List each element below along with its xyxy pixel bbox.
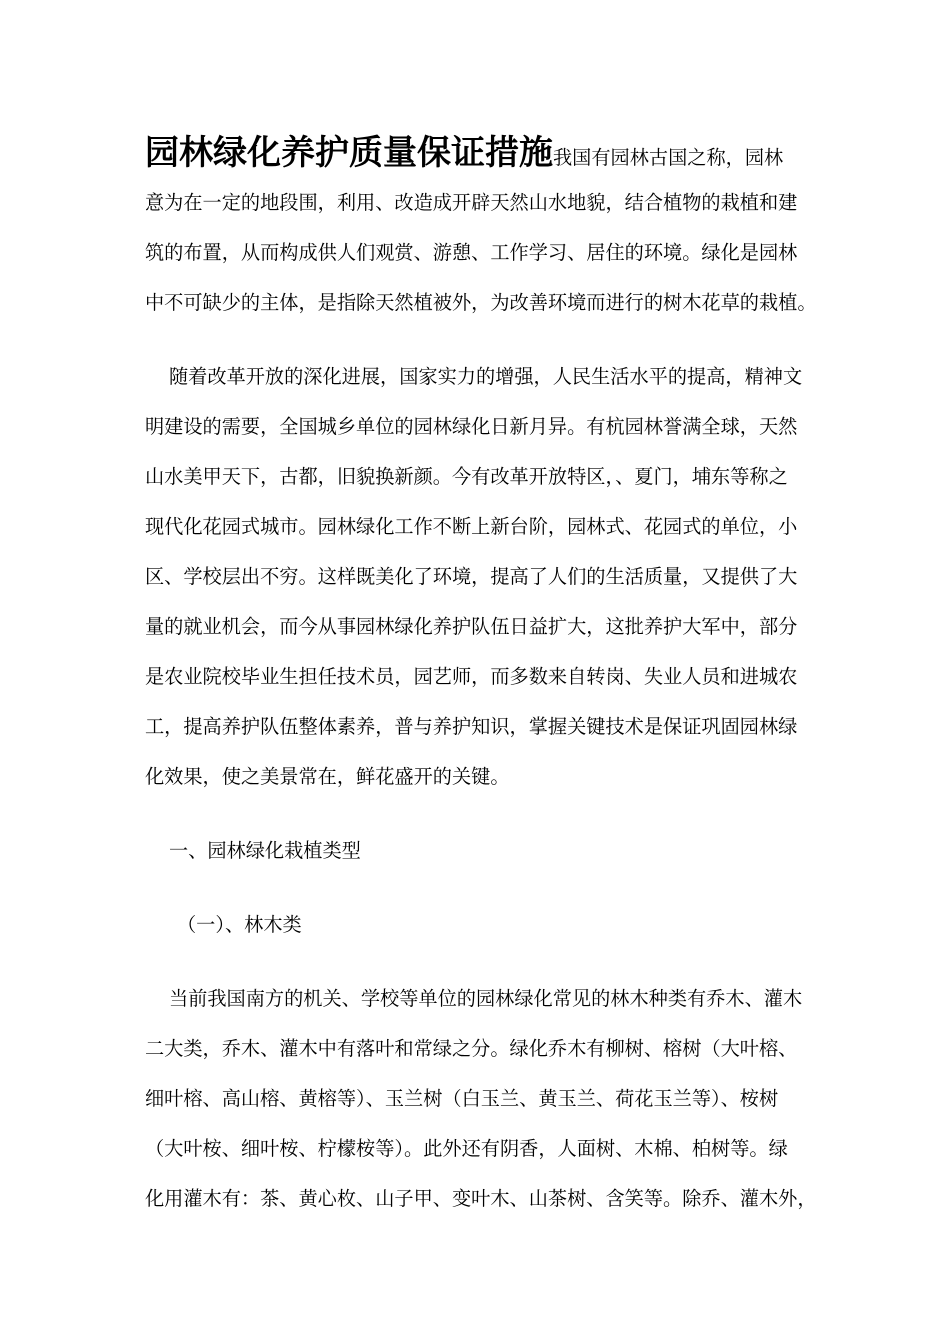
paragraph-line: 化用灌木有：茶、黄心枚、山子甲、变叶木、山茶树、含笑等。除乔、灌木外， — [145, 1187, 817, 1210]
document-title: 园林绿化养护质量保证措施 — [145, 133, 553, 173]
paragraph-line: 现代化花园式城市。园林绿化工作不断上新台阶，园林式、花园式的单位，小 — [145, 515, 798, 538]
paragraph-line: 随着改革开放的深化进展，国家实力的增强，人民生活水平的提高，精神文 — [169, 365, 803, 388]
title-line — [145, 128, 805, 178]
paragraph-line: 化效果，使之美景常在，鲜花盛开的关键。 — [145, 765, 510, 788]
paragraph-line: 当前我国南方的机关、学校等单位的园林绿化常见的林木种类有乔木、灌木 — [169, 987, 803, 1010]
document-body — [145, 128, 817, 1224]
paragraph-gap — [145, 950, 805, 974]
paragraph-line: 量的就业机会，而今从事园林绿化养护队伍日益扩大，这批养护大军中，部分 — [145, 615, 798, 638]
paragraph-line: 工，提高养护队伍整体素养，普与养护知识，掌握关键技术是保证巩固园林绿 — [145, 715, 798, 738]
paragraph-line: 筑的布置，从而构成供人们观赏、游憩、工作学习、居住的环境。绿化是园林 — [145, 241, 798, 264]
paragraph-gap — [145, 802, 805, 826]
paragraph-line: 细叶榕、高山榕、黄榕等）、玉兰树（白玉兰、黄玉兰、荷花玉兰等）、桉树 — [145, 1087, 779, 1110]
paragraph-line: （大叶桉、细叶桉、柠檬桉等）。此外还有阴香，人面树、木棉、柏树等。绿 — [145, 1137, 788, 1160]
paragraph-gap — [145, 876, 805, 900]
paragraph-line: 山水美甲天下，古都，旧貌换新颜。今有改革开放特区，、夏门，埔东等称之 — [145, 465, 788, 488]
subsection-heading: （一）、林木类 — [177, 913, 302, 936]
section-heading: 一、园林绿化栽植类型 — [169, 839, 361, 862]
paragraph-line: 是农业院校毕业生担任技术员，园艺师，而多数来自转岗、失业人员和进城农 — [145, 665, 798, 688]
paragraph-gap — [145, 328, 805, 352]
intro-first-line: 我国有园林古国之称，园林 — [553, 146, 784, 169]
paragraph-line: 二大类，乔木、灌木中有落叶和常绿之分。绿化乔木有柳树、榕树（大叶榕、 — [145, 1037, 798, 1060]
paragraph-line: 明建设的需要，全国城乡单位的园林绿化日新月异。有杭园林誉满全球，天然 — [145, 415, 798, 438]
paragraph-line: 中不可缺少的主体，是指除天然植被外，为改善环境而进行的树木花草的栽植。 — [145, 291, 817, 314]
paragraph-line: 意为在一定的地段围，利用、改造成开辟天然山水地貌，结合植物的栽植和建 — [145, 191, 798, 214]
paragraph-line: 区、学校层出不穷。这样既美化了环境，提高了人们的生活质量，又提供了大 — [145, 565, 798, 588]
